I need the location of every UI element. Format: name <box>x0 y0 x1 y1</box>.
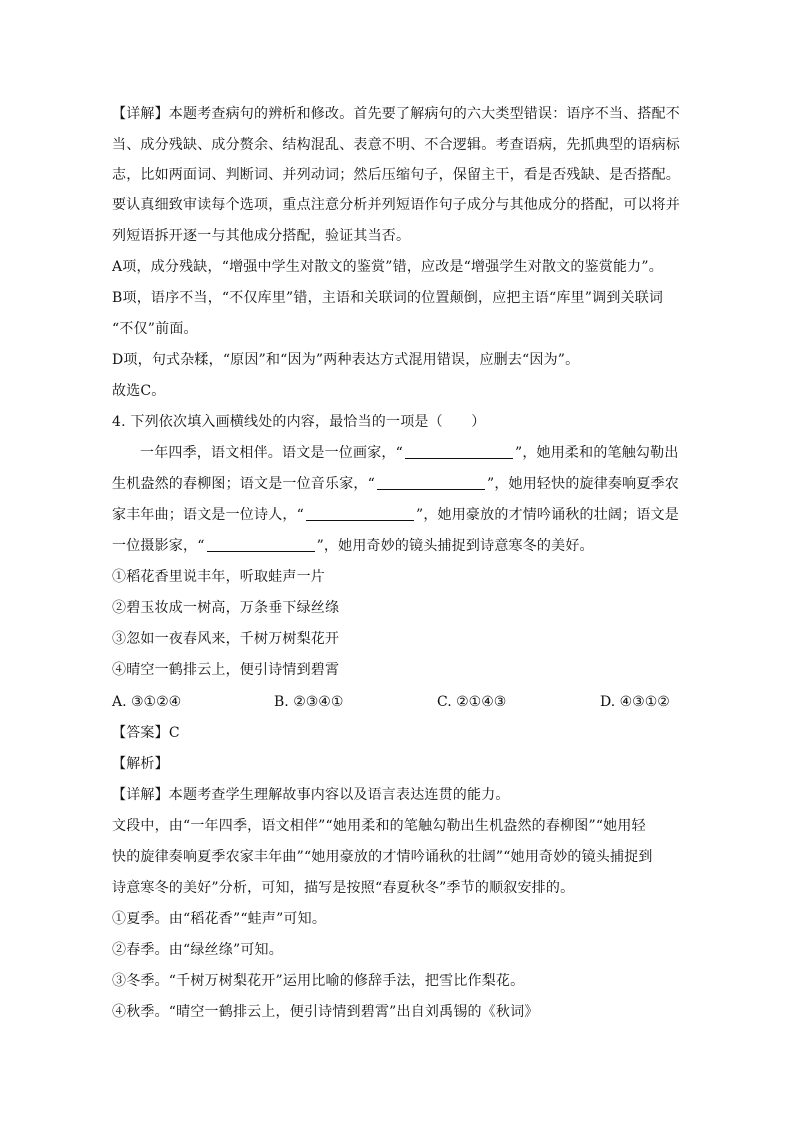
option-a: A. ③①②④ <box>112 694 182 710</box>
fill-blank <box>377 475 485 490</box>
fill-blank <box>405 444 513 459</box>
answer-label: 【答案】 <box>112 725 169 741</box>
poem-item: ②碧玉妆成一树高，万条垂下绿丝绦 <box>112 600 340 616</box>
analysis-line: 快的旋律奏响夏季农家丰年曲”“她用豪放的才情吟诵秋的壮阔”“她用奇妙的镜头捕捉到 <box>112 849 653 865</box>
fill-blank <box>306 506 414 521</box>
answer-line <box>112 723 180 743</box>
answer-value: C <box>168 725 180 741</box>
option-b-analysis: B项，语序不当，“不仅库里”错，主语和关联词的位置颠倒，应把主语“库里”调到关联词 <box>112 290 664 306</box>
explanation-line: 要认真细致审读每个选项，重点注意分析并列短语作句子成分与其他成分的搭配，可以将并 <box>112 197 680 213</box>
passage-text: 家丰年曲；语文是一位诗人，“ <box>112 507 304 523</box>
passage-text: ”，她用柔和的笔触勾勒出 <box>514 445 679 461</box>
analysis-line: 文段中，由“一年四季，语文相伴”“她用柔和的笔触勾勒出生机盎然的春柳图”“她用轻 <box>112 818 646 834</box>
passage-line <box>112 474 679 494</box>
passage-text: 生机盎然的春柳图；语文是一位音乐家，“ <box>112 476 375 492</box>
option-b-analysis-cont: “不仅”前面。 <box>112 321 198 337</box>
answer-choice: 故选C。 <box>112 383 166 399</box>
analysis-line: ①夏季。由“稻花香”“蛙声”可知。 <box>112 911 327 927</box>
option-b: B. ②③④① <box>274 694 344 710</box>
analysis-line: 诗意寒冬的美好”分析，可知，描写是按照“春夏秋冬”季节的顺叙安排的。 <box>112 880 575 896</box>
explanation-line: 当、成分残缺、成分赘余、结构混乱、表意不明、不合逻辑。考查语病，先抓典型的语病标 <box>112 137 680 153</box>
passage-line <box>140 443 679 463</box>
poem-item: ③忽如一夜春风来，千树万树梨花开 <box>112 631 340 647</box>
option-a-analysis: A项，成分残缺，“增强中学生对散文的鉴赏”错，应改是“增强学生对散文的鉴赏能力”。 <box>112 259 663 275</box>
analysis-label: 【解析】 <box>112 756 169 772</box>
passage-text: ”，她用轻快的旋律奏响夏季农 <box>486 476 679 492</box>
poem-item: ①稻花香里说丰年，听取蛙声一片 <box>112 569 325 585</box>
explanation-line: 列短语拆开逐一与其他成分搭配，验证其当否。 <box>112 228 411 244</box>
passage-text: 一位摄影家，“ <box>112 538 205 554</box>
analysis-line: ③冬季。“千树万树梨花开”运用比喻的修辞手法，把雪比作梨花。 <box>112 973 525 989</box>
passage-line <box>112 505 679 525</box>
passage-text: ”，她用奇妙的镜头捕捉到诗意寒冬的美好。 <box>316 538 594 554</box>
explanation-line: 志，比如两面词、判断词、并列动词；然后压缩句子，保留主干，看是否残缺、是否搭配。 <box>112 167 680 183</box>
analysis-line: ②春季。由“绿丝绦”可知。 <box>112 942 283 958</box>
question-stem: 4. 下列依次填入画横线处的内容，最恰当的一项是（ ） <box>112 414 486 430</box>
passage-line <box>112 536 594 556</box>
option-d: D. ④③①② <box>600 694 670 710</box>
option-c: C. ②①④③ <box>437 694 507 710</box>
analysis-line: ④秋季。“晴空一鹤排云上，便引诗情到碧霄”出自刘禹锡的《秋词》 <box>112 1004 539 1020</box>
poem-item: ④晴空一鹤排云上，便引诗情到碧霄 <box>112 662 340 678</box>
passage-text: 一年四季，语文相伴。语文是一位画家，“ <box>140 445 403 461</box>
fill-blank <box>207 537 315 552</box>
option-d-analysis: D项，句式杂糅，“原因”和“因为”两种表达方式混用错误，应删去“因为”。 <box>112 352 580 368</box>
passage-text: ”，她用豪放的才情吟诵秋的壮阔；语文是 <box>415 507 679 523</box>
explanation-line: 【详解】本题考查病句的辨析和修改。首先要了解病句的六大类型错误：语序不当、搭配不 <box>112 106 680 122</box>
analysis-line: 【详解】本题考查学生理解故事内容以及语言表达连贯的能力。 <box>112 787 510 803</box>
